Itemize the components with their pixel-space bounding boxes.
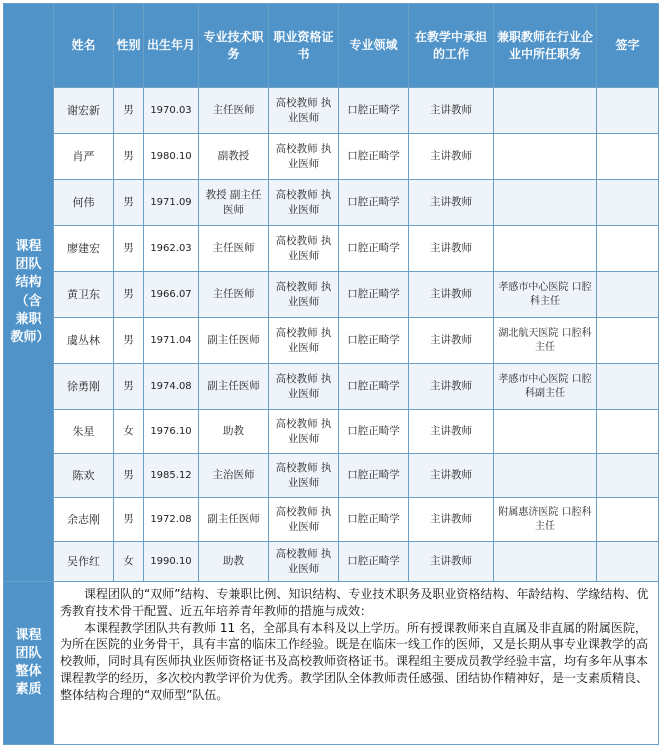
cell-cert: 高校教师 执业医师 <box>269 364 339 410</box>
cell-parttime <box>494 180 597 226</box>
cell-sign <box>597 226 659 272</box>
cell-gender: 男 <box>114 364 144 410</box>
cell-birth: 1980.10 <box>144 134 199 180</box>
cell-name: 虞丛林 <box>54 318 114 364</box>
cell-field: 口腔正畸学 <box>339 272 409 318</box>
header-sign: 签字 <box>597 4 659 88</box>
cell-sign <box>597 134 659 180</box>
cell-name: 朱星 <box>54 410 114 454</box>
cell-birth: 1990.10 <box>144 542 199 582</box>
cell-field: 口腔正畸学 <box>339 542 409 582</box>
cell-duty: 主讲教师 <box>409 226 494 272</box>
cell-field: 口腔正畸学 <box>339 364 409 410</box>
cell-gender: 男 <box>114 88 144 134</box>
summary-paragraph-2: 本课程教学团队共有教师 11 名，全部具有本科及以上学历。所有授课教师来自直属及非直属的附属医院，为所在医院的业务骨干，具有丰富的临床工作经验。既是在临床一线工作的医师，又是长期从事专业课教学的高校教师，同时具有医师执业医师资格证书及高校教师资格证书。课程组主要成员教学经验丰富，均有多年从事本课程教学的经历，多次校内教学评价为优秀。教学团队全体教师责任感强、团结协作精神好，是一支素质精良、整体结构合理的“双师型”队伍。 <box>60 620 649 702</box>
cell-title: 助教 <box>199 542 269 582</box>
cell-field: 口腔正畸学 <box>339 498 409 542</box>
table-row <box>4 134 659 180</box>
cell-sign <box>597 498 659 542</box>
cell-gender: 男 <box>114 180 144 226</box>
cell-duty: 主讲教师 <box>409 542 494 582</box>
cell-duty: 主讲教师 <box>409 88 494 134</box>
cell-field: 口腔正畸学 <box>339 88 409 134</box>
cell-parttime <box>494 134 597 180</box>
header-field: 专业领域 <box>339 4 409 88</box>
cell-title: 副主任医师 <box>199 498 269 542</box>
cell-name: 廖建宏 <box>54 226 114 272</box>
cell-cert: 高校教师 执业医师 <box>269 88 339 134</box>
cell-gender: 男 <box>114 272 144 318</box>
cell-gender: 男 <box>114 454 144 498</box>
cell-gender: 男 <box>114 318 144 364</box>
table-row <box>4 272 659 318</box>
cell-title: 副教授 <box>199 134 269 180</box>
table-row <box>4 364 659 410</box>
header-parttime: 兼职教师在行业企业中所任职务 <box>494 4 597 88</box>
cell-duty: 主讲教师 <box>409 498 494 542</box>
cell-birth: 1974.08 <box>144 364 199 410</box>
cell-sign <box>597 318 659 364</box>
cell-sign <box>597 364 659 410</box>
cell-title: 主任医师 <box>199 272 269 318</box>
table-row <box>4 318 659 364</box>
cell-parttime: 附属惠济医院 口腔科主任 <box>494 498 597 542</box>
cell-duty: 主讲教师 <box>409 272 494 318</box>
cell-cert: 高校教师 执业医师 <box>269 226 339 272</box>
cell-gender: 男 <box>114 226 144 272</box>
cell-title: 助教 <box>199 410 269 454</box>
table-row <box>4 180 659 226</box>
header-row <box>4 4 659 88</box>
cell-name: 陈欢 <box>54 454 114 498</box>
cell-birth: 1971.04 <box>144 318 199 364</box>
header-title: 专业技术职务 <box>199 4 269 88</box>
cell-field: 口腔正畸学 <box>339 134 409 180</box>
cell-cert: 高校教师 执业医师 <box>269 454 339 498</box>
cell-parttime <box>494 410 597 454</box>
cell-sign <box>597 454 659 498</box>
cell-field: 口腔正畸学 <box>339 318 409 364</box>
cell-field: 口腔正畸学 <box>339 180 409 226</box>
cell-birth: 1970.03 <box>144 88 199 134</box>
cell-birth: 1966.07 <box>144 272 199 318</box>
table-row <box>4 88 659 134</box>
cell-duty: 主讲教师 <box>409 318 494 364</box>
cell-field: 口腔正畸学 <box>339 226 409 272</box>
cell-gender: 男 <box>114 498 144 542</box>
header-name: 姓名 <box>54 4 114 88</box>
cell-sign <box>597 88 659 134</box>
summary-paragraph-1: 课程团队的“双师”结构、专兼职比例、知识结构、专业技术职务及职业资格结构、年龄结构、学缘结构、优秀教育技术骨干配置、近五年培养青年教师的措施与成效： <box>60 587 649 618</box>
cell-duty: 主讲教师 <box>409 410 494 454</box>
cell-cert: 高校教师 执业医师 <box>269 134 339 180</box>
cell-birth: 1971.09 <box>144 180 199 226</box>
header-birth: 出生年月 <box>144 4 199 88</box>
cell-parttime <box>494 226 597 272</box>
cell-title: 主任医师 <box>199 88 269 134</box>
cell-gender: 男 <box>114 134 144 180</box>
summary-text <box>54 582 659 745</box>
cell-parttime <box>494 542 597 582</box>
cell-parttime <box>494 454 597 498</box>
cell-name: 谢宏新 <box>54 88 114 134</box>
table-row <box>4 454 659 498</box>
cell-cert: 高校教师 执业医师 <box>269 272 339 318</box>
cell-duty: 主讲教师 <box>409 364 494 410</box>
cell-name: 余志刚 <box>54 498 114 542</box>
cell-parttime: 孝感市中心医院 口腔科主任 <box>494 272 597 318</box>
cell-field: 口腔正畸学 <box>339 410 409 454</box>
cell-cert: 高校教师 执业医师 <box>269 410 339 454</box>
cell-parttime <box>494 88 597 134</box>
cell-parttime: 孝感市中心医院 口腔科副主任 <box>494 364 597 410</box>
summary-row <box>4 582 659 745</box>
cell-name: 徐勇刚 <box>54 364 114 410</box>
cell-title: 主任医师 <box>199 226 269 272</box>
cell-duty: 主讲教师 <box>409 134 494 180</box>
cell-sign <box>597 542 659 582</box>
cell-field: 口腔正畸学 <box>339 454 409 498</box>
section-team-label: 课程团队结构（含兼职教师） <box>4 4 54 582</box>
cell-sign <box>597 272 659 318</box>
cell-sign <box>597 180 659 226</box>
cell-cert: 高校教师 执业医师 <box>269 180 339 226</box>
cell-name: 肖严 <box>54 134 114 180</box>
cell-parttime: 湖北航天医院 口腔科主任 <box>494 318 597 364</box>
team-table <box>3 3 659 745</box>
header-cert: 职业资格证书 <box>269 4 339 88</box>
cell-title: 主治医师 <box>199 454 269 498</box>
cell-birth: 1985.12 <box>144 454 199 498</box>
cell-cert: 高校教师 执业医师 <box>269 542 339 582</box>
cell-name: 黄卫东 <box>54 272 114 318</box>
cell-title: 教授 副主任医师 <box>199 180 269 226</box>
cell-birth: 1976.10 <box>144 410 199 454</box>
cell-duty: 主讲教师 <box>409 454 494 498</box>
cell-birth: 1972.08 <box>144 498 199 542</box>
table-row <box>4 226 659 272</box>
cell-gender: 女 <box>114 410 144 454</box>
cell-birth: 1962.03 <box>144 226 199 272</box>
cell-name: 吴作红 <box>54 542 114 582</box>
cell-name: 何伟 <box>54 180 114 226</box>
cell-cert: 高校教师 执业医师 <box>269 318 339 364</box>
table-row <box>4 542 659 582</box>
cell-title: 副主任医师 <box>199 318 269 364</box>
cell-sign <box>597 410 659 454</box>
cell-duty: 主讲教师 <box>409 180 494 226</box>
section-quality-label: 课程团队整体素质 <box>4 582 54 745</box>
table-row <box>4 498 659 542</box>
header-duty: 在教学中承担的工作 <box>409 4 494 88</box>
cell-cert: 高校教师 执业医师 <box>269 498 339 542</box>
cell-gender: 女 <box>114 542 144 582</box>
cell-title: 副主任医师 <box>199 364 269 410</box>
table-row <box>4 410 659 454</box>
header-gender: 性别 <box>114 4 144 88</box>
